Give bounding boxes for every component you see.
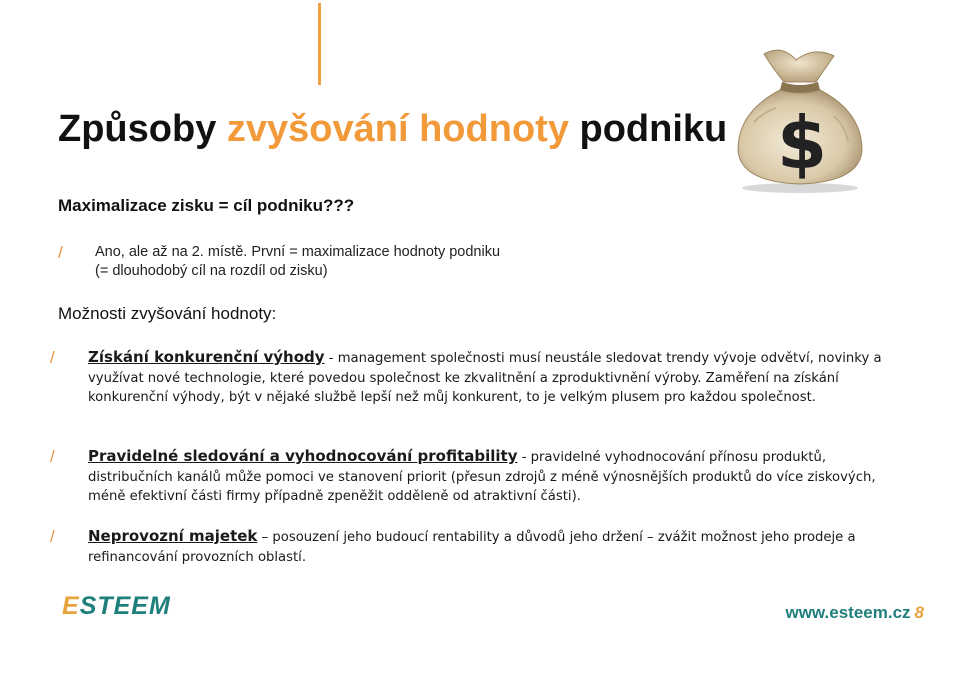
bullet-marker: / — [50, 348, 55, 367]
footer — [785, 603, 924, 623]
bullet-marker: / — [50, 447, 55, 466]
bullet-lead: Získání konkurenční výhody — [88, 348, 325, 366]
money-bag-icon — [724, 42, 874, 194]
page-number: 8 — [914, 603, 924, 622]
note-text — [95, 243, 615, 281]
bullet-marker: / — [58, 243, 63, 262]
website-link[interactable]: www.esteem.cz — [785, 603, 911, 622]
esteem-logo: ESTEEM — [62, 592, 171, 620]
bullet-lead: Pravidelné sledování a vyhodnocování profitability — [88, 447, 518, 465]
bullet-marker: / — [50, 527, 55, 546]
bullet-text: - pravidelné vyhodnocování přínosu produktů, distribučních kanálů může pomoci ve stanovení priorit (přesun zdrojů z méně výnosnějších produktů do více ziskových, méně efektivní části firmy případně zpeněžit odděleně od atraktivní části). — [88, 450, 876, 505]
accent-line — [318, 3, 321, 85]
title-highlight: zvyšování hodnoty — [226, 108, 569, 150]
note-line: Ano, ale až na 2. místě. První = maximalizace hodnoty podniku — [95, 244, 501, 260]
bullet-text: - management společnosti musí neustále sledovat trendy vývoje odvětví, novinky a využívat nové technologie, které povedou společnost ke zkvalitnění a zproduktivnění výroby. Zaměření na získání konkurenční výhody, být v nějaké službě lepší než můj konkurent, to je velkým plusem pro každou společnost. — [88, 351, 882, 406]
bullet-text: – posouzení jeho budoucí rentability a důvodů jeho držení – zvážit možnost jeho prodeje a refinancování provozních oblastí. — [88, 530, 856, 565]
list-item — [88, 348, 888, 408]
svg-text:$: $ — [776, 101, 828, 185]
note-line: (= dlouhodobý cíl na rozdíl od zisku) — [95, 263, 328, 279]
list-item — [88, 527, 888, 567]
list-item — [88, 447, 888, 507]
subheading: Maximalizace zisku = cíl podniku??? — [58, 196, 355, 215]
page-title: Způsoby zvyšování hodnoty podniku — [58, 108, 728, 150]
bullet-lead: Neprovozní majetek — [88, 527, 258, 545]
section-heading: Možnosti zvyšování hodnoty: — [58, 304, 277, 323]
